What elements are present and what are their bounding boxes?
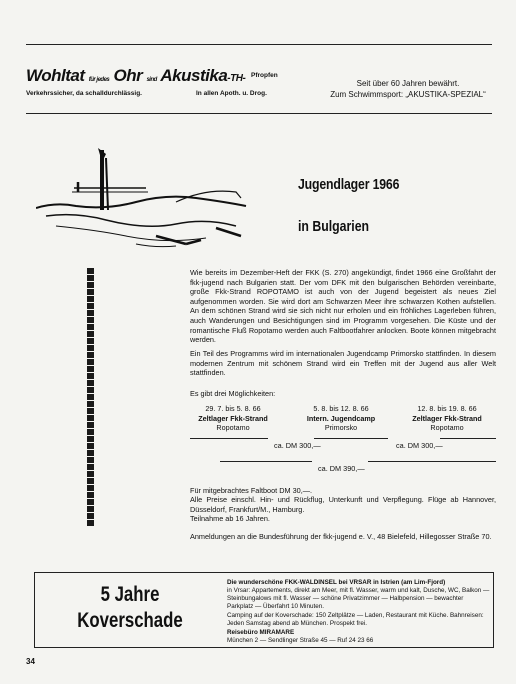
ad-tagline-left: Verkehrssicher, da schalldurchlässig. [26,90,142,97]
article-paragraph-1: Wie bereits im Dezember-Heft der FKK (S. 270) angekündigt, findet 1966 eine Großfahrt der fkk-jugend nach Bulgarien statt. Der vom DFK mit den bulgarischen Behörden vereinbarte, große Fkk-Strand ROPOTAMO ist auch von der Jugend begeistert als neues Ziel aufgenommen worden. Sie wird dort am Schwarzen Meer ihre schwarzen Kothen aufstellen. An dem schönen Strand wird sie sich nicht nur erholen und ein fröhliches Lagerleben führen, auch Wanderungen und Besichtigungen sind im Programm vorgesehen. Die Küste und der romantische Fluß Ropotamo werden auch Faltbootfahrer anlocken. Boote können mitgebracht werden. [190,268,496,345]
ad-headline-1: 5 Jahre [100,583,160,606]
option-1-place: Ropotamo [216,423,250,432]
option-1-dates: 29. 7. bis 5. 8. 66 [205,404,261,413]
option-1 [178,404,288,433]
pfropfen-label: Pfropfen [251,72,278,79]
akustika-ad-text [308,78,508,100]
faltboot-price: Für mitgebrachtes Faltboot DM 30,—. [190,486,313,495]
ad-bottom-rule [26,113,492,114]
akustika-brand: Wohltat für jedes Ohr sind Akustika-TH- [26,66,246,85]
option-2-place: Primorsko [324,423,358,432]
ad-line-1: Die wunderschöne FKK-WALDINSEL bei VRSAR in Istrien (am Lim-Fjord) [227,579,446,586]
bracket-total-right [368,461,496,462]
miramare-ad-box [34,572,494,648]
ad-line-2: in Vrsar: Appartements, direkt am Meer, mit fl. Wasser, warm und kalt, Dusche, WC, Balkon — Steinbungalows mit fl. Wasser — schöne Privatzimmer — Halbpension — bewachter Parkplatz — Überfahrt 10 Minuten. [227,587,490,610]
option-2-title: Intern. Jugendcamp [306,413,376,423]
bracket-b-left [342,438,388,439]
option-2 [286,404,396,433]
age-requirement: Teilnahme ab 16 Jahren. [190,514,270,523]
registration-info: Anmeldungen an die Bundesführung der fkk-jugend e. V., 48 Bielefeld, Hillegosser Straße 70. [190,532,492,541]
option-3-dates: 12. 8. bis 19. 8. 66 [417,404,477,413]
price-b: ca. DM 300,— [396,441,443,450]
ad-agency: Reisebüro MIRAMARE [227,629,295,636]
option-2-dates: 5. 8. bis 12. 8. 66 [313,404,369,413]
article-title-line1: Jugendlager 1966 [298,176,400,193]
bracket-b-right [440,438,496,439]
left-marker-bar [87,268,94,526]
bracket-total-left [220,461,312,462]
price-details: Alle Preise einschl. Hin- und Rückflug, Unterkunft und Verpflegung. Flüge ab Hannover, Düsseldorf, Frankfurt/M., Hamburg. [190,495,496,514]
option-3 [392,404,502,433]
akustika-ad-logo [26,66,278,104]
option-3-place: Ropotamo [430,423,464,432]
options-intro: Es gibt drei Möglichkeiten: [190,389,276,398]
ad-headline-2: Koverschade [77,609,183,632]
bracket-a-left [190,438,268,439]
diving-tower-illustration [36,140,276,260]
price-a: ca. DM 300,— [274,441,321,450]
ad-tagline-right: In allen Apoth. u. Drog. [196,90,267,97]
article-paragraph-2: Ein Teil des Programms wird im internationalen Jugendcamp Primorsko stattfinden. In diesem modernen Zentrum mit schönem Strand wird ein Treffen mit der Jugend aus aller Welt stattfinden. [190,349,496,378]
option-3-title: Zeltlager Fkk-Strand [412,413,482,423]
ad-line-3: Camping auf der Koverschade: 150 Zeltplätze — Laden, Restaurant mit Küche. Bahnreisen: Jeden Samstag abend ab München. Prospekt frei. [227,612,484,627]
page-number: 34 [26,657,35,666]
article-title-line2: in Bulgarien [298,218,370,235]
ad-address: München 2 — Sendlinger Straße 45 — Ruf 24 23 66 [227,637,374,644]
option-1-title: Zeltlager Fkk-Strand [198,413,268,423]
ad-right-line1: Seit über 60 Jahren bewährt. [356,79,460,88]
price-total: ca. DM 390,— [318,464,365,473]
top-rule [26,44,492,45]
ad-right-line2: Zum Schwimmsport: „AKUSTIKA-SPEZIAL“ [330,90,486,99]
